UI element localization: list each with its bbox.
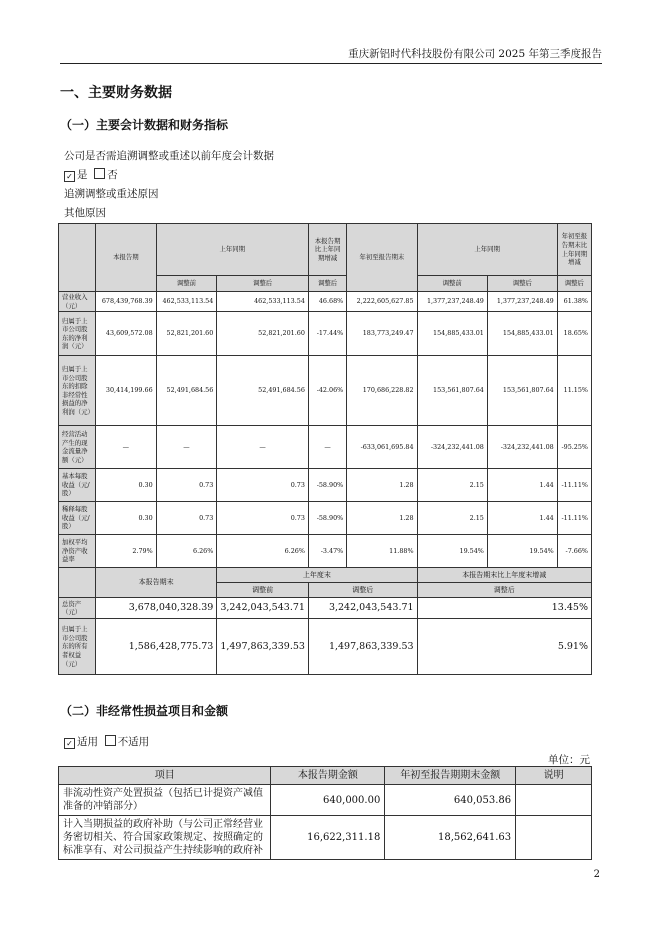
applicable-choice	[64, 734, 149, 749]
unchecked-box-icon[interactable]	[94, 168, 105, 179]
col-ytd-change: 年初至报告期末比上年同期增减	[557, 224, 591, 276]
table-row: 营业收入（元） 678,439,768.39 462,533,113.54 462,533,113.54 46.68% 2,222,605,627.85 1,377,237,248.49 1,377,237,248.49 61.38%	[59, 292, 592, 312]
col-before-3: 调整前	[217, 583, 309, 598]
col-cur-amount: 本报告期金额	[271, 767, 385, 785]
restatement-question: 公司是否需追溯调整或重述以前年度会计数据	[64, 150, 274, 162]
col-item: 项目	[59, 767, 271, 785]
table-row: 非流动性资产处置损益（包括已计提资产减值准备的冲销部分） 640,000.00 640,053.86	[59, 785, 592, 816]
header-divider	[60, 63, 602, 64]
table-row: 归属于上市公司股东的扣除非经常性损益的净利润（元） 30,414,199.66 52,491,684.56 52,491,684.56 -42.06% 170,686,228.82 153,561,807.64 153,561,807.64 11.15%	[59, 356, 592, 426]
section-title: 一、主要财务数据	[60, 85, 172, 101]
financial-indicators-table	[58, 223, 592, 675]
table-row: 归属于上市公司股东的净利润（元） 43,609,572.08 52,821,201.60 52,821,201.60 -17.44% 183,773,249.47 154,885,433.01 154,885,433.01 18.65%	[59, 312, 592, 356]
col-last-year-end: 上年度末	[217, 568, 417, 583]
page-header: 重庆新铝时代科技股份有限公司 2025 年第三季度报告	[348, 48, 602, 60]
col-after-3: 调整后	[487, 276, 557, 292]
col-before-2: 调整前	[417, 276, 487, 292]
table-row: 加权平均净资产收益率 2.79% 6.26% 6.26% -3.47% 11.88% 19.54% 19.54% -7.66%	[59, 535, 592, 568]
applicable-label: 适用	[77, 736, 98, 748]
table-row: 计入当期损益的政府补助（与公司正常经营业务密切相关、符合国家政策规定、按照确定的标准享有、对公司损益产生持续影响的政府补 16,622,311.18 18,562,641.63	[59, 816, 592, 860]
subsection-title: （一）主要会计数据和财务指标	[60, 118, 229, 132]
table-row: 基本每股收益（元/股） 0.30 0.73 0.73 -58.90% 1.28 2.15 1.44 -11.11%	[59, 469, 592, 502]
not-applicable-label: 不适用	[117, 736, 150, 748]
col-ytd-amount: 年初至报告期期末金额	[385, 767, 516, 785]
col-current: 本报告期	[96, 224, 157, 292]
col-note: 说明	[516, 767, 592, 785]
no-label: 否	[107, 169, 118, 181]
table-row: 经营活动产生的现金流量净额（元） — — — — -633,061,695.84 -324,232,441.08 -324,232,441.08 -95.25%	[59, 426, 592, 469]
table-row: 总资产（元） 3,678,040,328.39 3,242,043,543.71 3,242,043,543.71 13.45%	[59, 598, 592, 619]
checked-box-icon[interactable]: ✓	[64, 738, 75, 749]
page-number: 2	[593, 869, 600, 880]
table-row: 稀释每股收益（元/股） 0.30 0.73 0.73 -58.90% 1.28 2.15 1.44 -11.11%	[59, 502, 592, 535]
restatement-reason-value: 其他原因	[64, 207, 106, 219]
col-period-end: 本报告期末	[96, 568, 217, 598]
col-ytd: 年初至报告期末	[347, 224, 417, 292]
col-prev-ytd: 上年同期	[417, 224, 557, 276]
col-after-6: 调整后	[417, 583, 591, 598]
col-after: 调整后	[217, 276, 309, 292]
checked-box-icon[interactable]: ✓	[64, 171, 75, 182]
col-before: 调整前	[156, 276, 217, 292]
col-prev-period: 上年同期	[156, 224, 308, 276]
col-after-5: 调整后	[308, 583, 417, 598]
table-row: 归属于上市公司股东的所有者权益（元） 1,586,428,775.73 1,497,863,339.53 1,497,863,339.53 5.91%	[59, 619, 592, 675]
col-change: 本报告期比上年同期增减	[308, 224, 346, 276]
col-end-change: 本报告期末比上年度末增减	[417, 568, 591, 583]
subsection-title-2: （二）非经常性损益项目和金额	[60, 704, 229, 718]
unchecked-box-icon[interactable]	[105, 735, 116, 746]
restatement-choice	[64, 167, 118, 182]
non-recurring-items-table	[58, 766, 592, 860]
col-after-4: 调整后	[557, 276, 591, 292]
yes-label: 是	[77, 169, 88, 181]
col-after-2: 调整后	[308, 276, 346, 292]
unit-label: 单位：元	[548, 754, 590, 766]
restatement-reason-label: 追溯调整或重述原因	[64, 188, 159, 200]
